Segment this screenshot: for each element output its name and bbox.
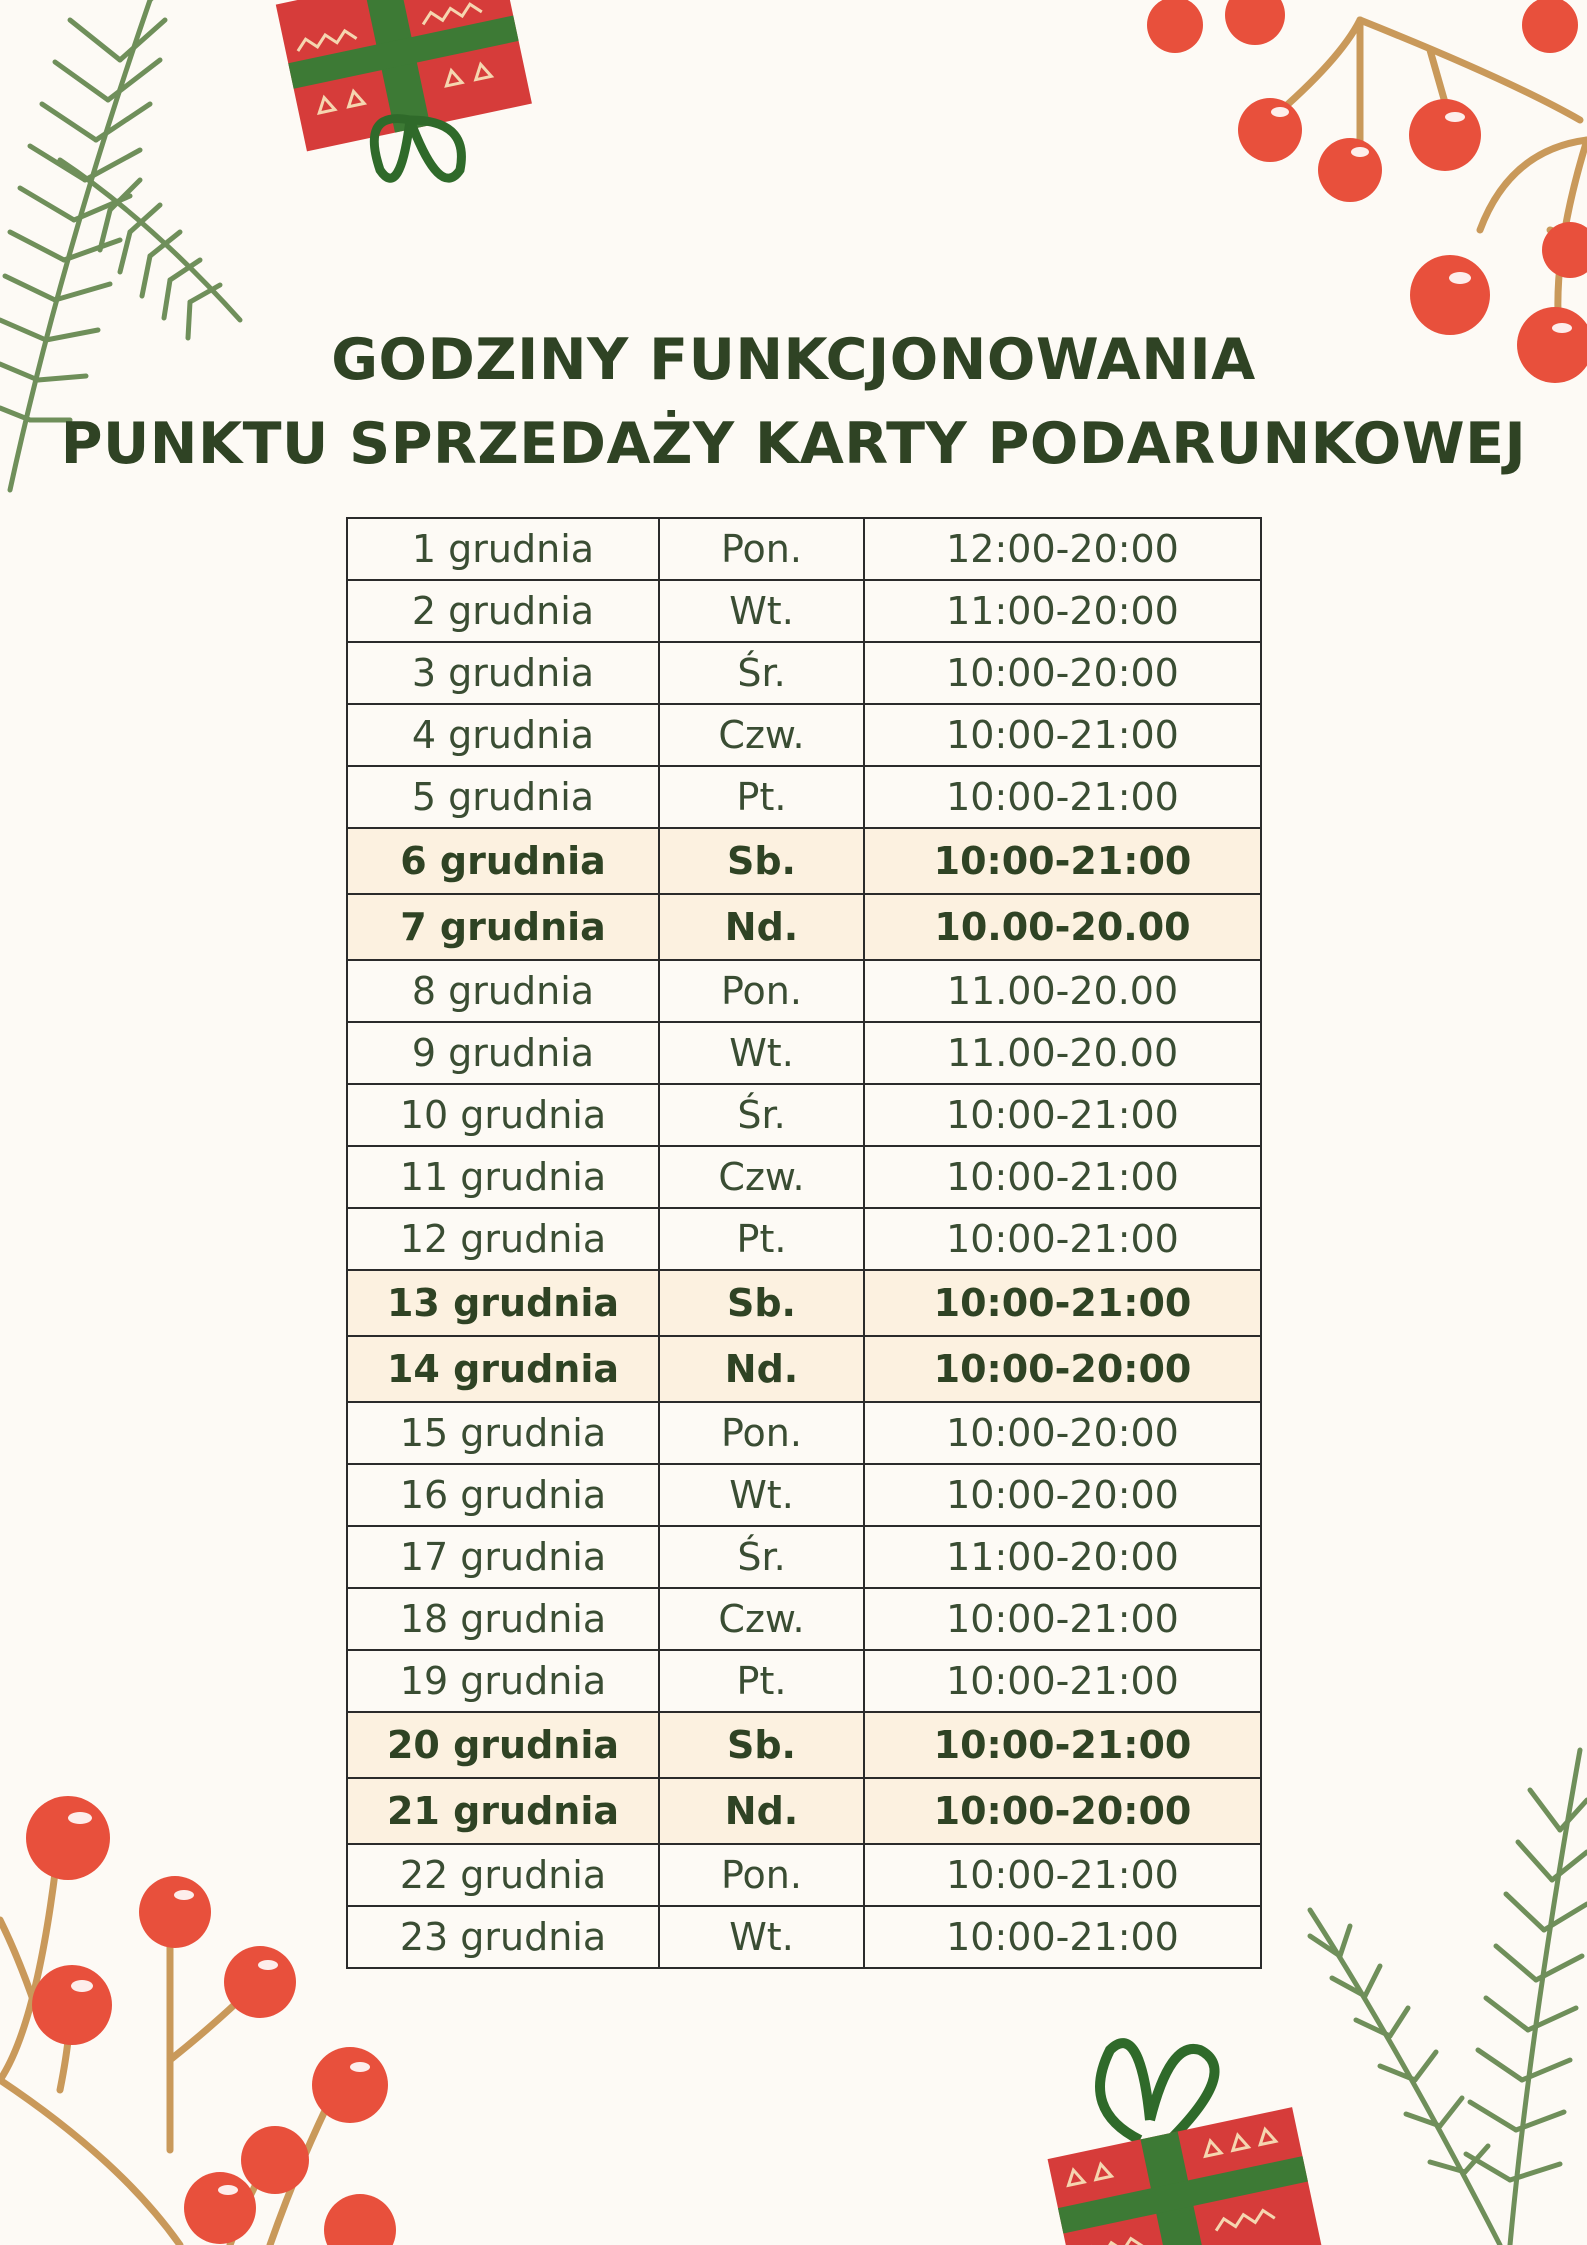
weekday-cell: Nd.	[659, 1336, 864, 1402]
hours-cell: 10:00-21:00	[864, 1084, 1261, 1146]
table-row	[347, 1464, 1261, 1526]
weekday-cell: Sb.	[659, 1712, 864, 1778]
title-line-2: PUNKTU SPRZEDAŻY KARTY PODARUNKOWEJ	[60, 411, 1527, 477]
date-cell: 16 grudnia	[347, 1464, 659, 1526]
table-row	[347, 518, 1261, 580]
weekday-cell: Nd.	[659, 894, 864, 960]
date-cell: 22 grudnia	[347, 1844, 659, 1906]
weekday-cell: Wt.	[659, 1022, 864, 1084]
hours-cell: 11:00-20:00	[864, 580, 1261, 642]
table-row	[347, 894, 1261, 960]
table-row	[347, 704, 1261, 766]
opening-hours-rows	[347, 518, 1261, 1968]
date-cell: 4 grudnia	[347, 704, 659, 766]
weekday-cell: Pt.	[659, 766, 864, 828]
date-cell: 5 grudnia	[347, 766, 659, 828]
table-row	[347, 828, 1261, 894]
date-cell: 17 grudnia	[347, 1526, 659, 1588]
date-cell: 23 grudnia	[347, 1906, 659, 1968]
page-title	[0, 318, 1587, 486]
table-row	[347, 1336, 1261, 1402]
weekday-cell: Pon.	[659, 1844, 864, 1906]
table-row	[347, 1526, 1261, 1588]
weekday-cell: Sb.	[659, 828, 864, 894]
table-row	[347, 580, 1261, 642]
weekday-cell: Pon.	[659, 960, 864, 1022]
hours-cell: 10:00-20:00	[864, 642, 1261, 704]
hours-cell: 10.00-20.00	[864, 894, 1261, 960]
table-row	[347, 1712, 1261, 1778]
table-row	[347, 1778, 1261, 1844]
hours-cell: 10:00-21:00	[864, 828, 1261, 894]
weekday-cell: Śr.	[659, 1084, 864, 1146]
table-row	[347, 1844, 1261, 1906]
hours-cell: 10:00-21:00	[864, 1906, 1261, 1968]
weekday-cell: Śr.	[659, 642, 864, 704]
table-row	[347, 1906, 1261, 1968]
date-cell: 6 grudnia	[347, 828, 659, 894]
weekday-cell: Czw.	[659, 1588, 864, 1650]
date-cell: 13 grudnia	[347, 1270, 659, 1336]
hours-cell: 10:00-20:00	[864, 1402, 1261, 1464]
hours-cell: 10:00-20:00	[864, 1336, 1261, 1402]
date-cell: 15 grudnia	[347, 1402, 659, 1464]
weekday-cell: Wt.	[659, 1464, 864, 1526]
table-row	[347, 642, 1261, 704]
date-cell: 8 grudnia	[347, 960, 659, 1022]
hours-cell: 12:00-20:00	[864, 518, 1261, 580]
weekday-cell: Czw.	[659, 704, 864, 766]
weekday-cell: Pt.	[659, 1208, 864, 1270]
weekday-cell: Nd.	[659, 1778, 864, 1844]
date-cell: 20 grudnia	[347, 1712, 659, 1778]
hours-cell: 10:00-20:00	[864, 1464, 1261, 1526]
date-cell: 9 grudnia	[347, 1022, 659, 1084]
hours-cell: 10:00-21:00	[864, 1208, 1261, 1270]
date-cell: 10 grudnia	[347, 1084, 659, 1146]
date-cell: 19 grudnia	[347, 1650, 659, 1712]
date-cell: 11 grudnia	[347, 1146, 659, 1208]
weekday-cell: Czw.	[659, 1146, 864, 1208]
table-row	[347, 1022, 1261, 1084]
hours-cell: 10:00-21:00	[864, 766, 1261, 828]
table-row	[347, 960, 1261, 1022]
table-row	[347, 766, 1261, 828]
table-row	[347, 1146, 1261, 1208]
date-cell: 14 grudnia	[347, 1336, 659, 1402]
weekday-cell: Wt.	[659, 580, 864, 642]
hours-cell: 11.00-20.00	[864, 960, 1261, 1022]
gift-box-icon	[270, 0, 540, 210]
table-row	[347, 1650, 1261, 1712]
date-cell: 1 grudnia	[347, 518, 659, 580]
date-cell: 12 grudnia	[347, 1208, 659, 1270]
date-cell: 21 grudnia	[347, 1778, 659, 1844]
date-cell: 3 grudnia	[347, 642, 659, 704]
title-line-1: GODZINY FUNKCJONOWANIA	[331, 327, 1256, 393]
hours-cell: 10:00-21:00	[864, 1270, 1261, 1336]
table-row	[347, 1270, 1261, 1336]
date-cell: 18 grudnia	[347, 1588, 659, 1650]
table-row	[347, 1208, 1261, 1270]
date-cell: 7 grudnia	[347, 894, 659, 960]
weekday-cell: Pon.	[659, 1402, 864, 1464]
hours-cell: 10:00-21:00	[864, 1844, 1261, 1906]
hours-cell: 10:00-20:00	[864, 1778, 1261, 1844]
hours-cell: 10:00-21:00	[864, 1588, 1261, 1650]
hours-cell: 10:00-21:00	[864, 704, 1261, 766]
table-row	[347, 1402, 1261, 1464]
hours-cell: 11:00-20:00	[864, 1526, 1261, 1588]
table-row	[347, 1588, 1261, 1650]
date-cell: 2 grudnia	[347, 580, 659, 642]
hours-cell: 10:00-21:00	[864, 1146, 1261, 1208]
hours-cell: 10:00-21:00	[864, 1712, 1261, 1778]
table-row	[347, 1084, 1261, 1146]
gift-box-icon	[1040, 2030, 1340, 2245]
hours-cell: 10:00-21:00	[864, 1650, 1261, 1712]
weekday-cell: Wt.	[659, 1906, 864, 1968]
weekday-cell: Śr.	[659, 1526, 864, 1588]
hours-cell: 11.00-20.00	[864, 1022, 1261, 1084]
weekday-cell: Sb.	[659, 1270, 864, 1336]
weekday-cell: Pon.	[659, 518, 864, 580]
opening-hours-table	[346, 517, 1262, 1969]
weekday-cell: Pt.	[659, 1650, 864, 1712]
